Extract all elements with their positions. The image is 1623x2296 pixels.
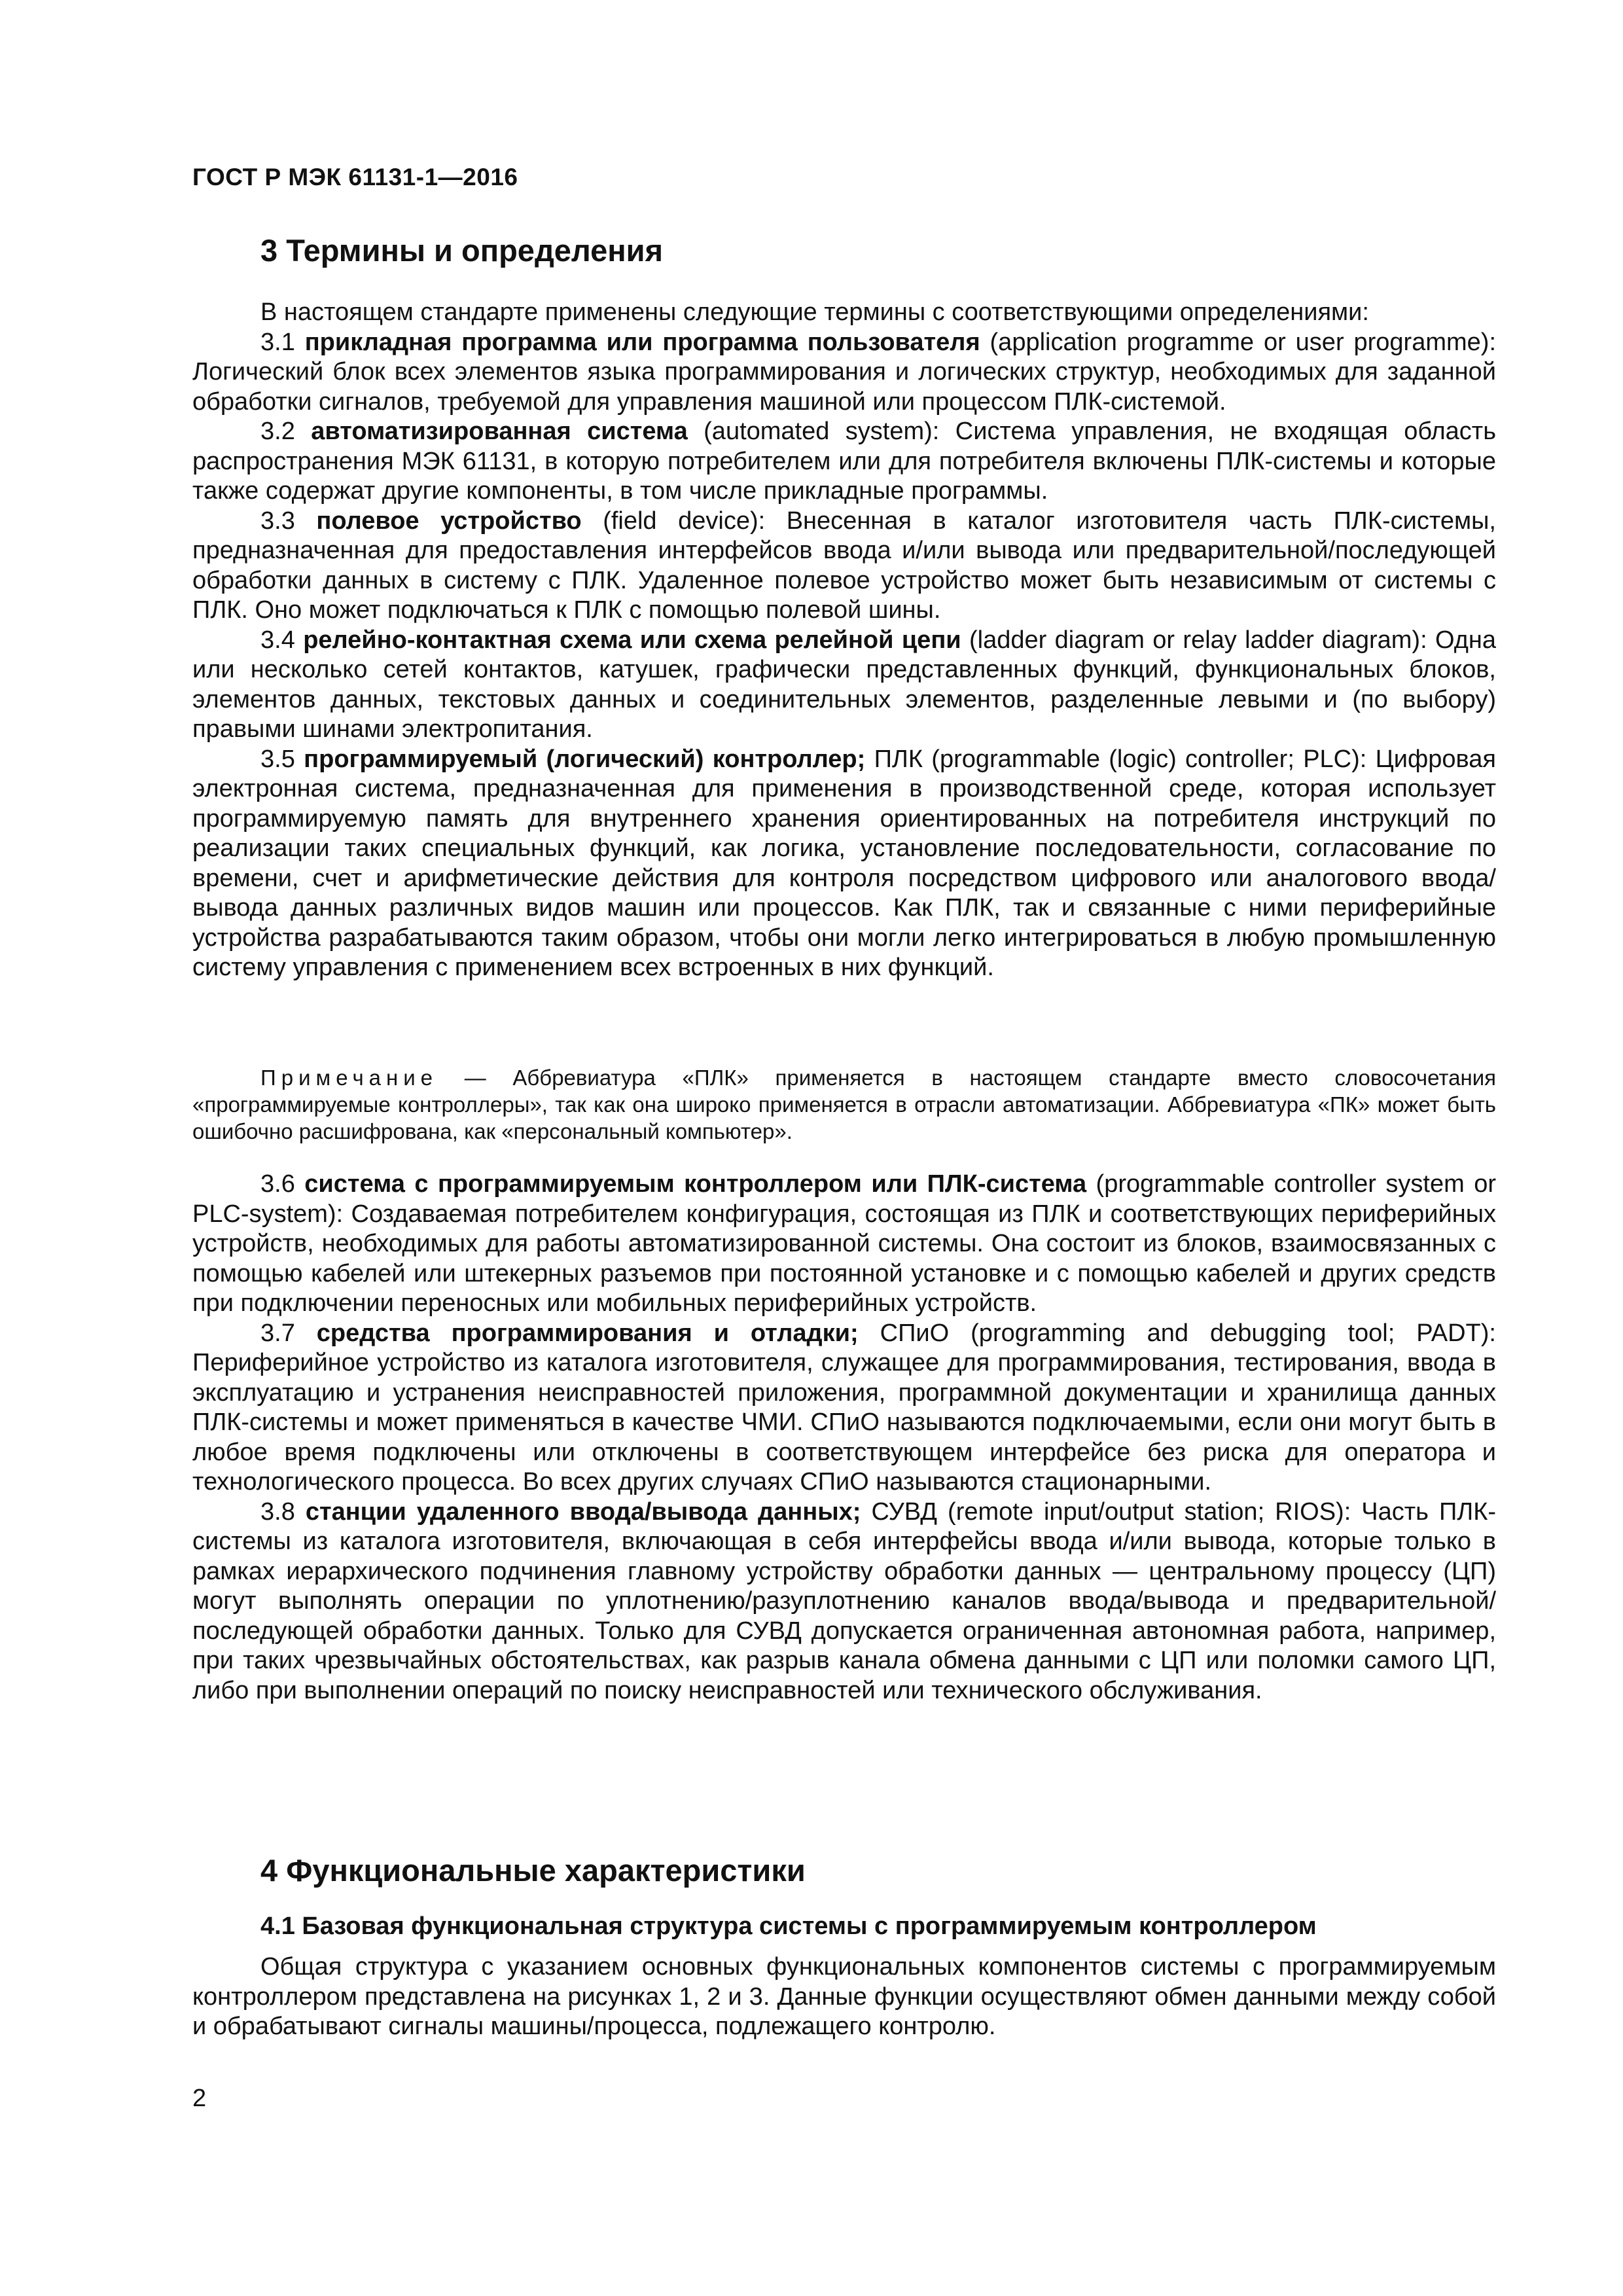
section-3-intro: В настоящем стандарте применены следующие термины с соответствующими определениями:	[260, 298, 1369, 326]
section-3-body-continued	[192, 1170, 1496, 1706]
term-number: 3.2	[260, 418, 312, 445]
term-3-1	[192, 328, 1496, 418]
subsection-4-1-text: Общая структура с указанием основных функциональных компонентов системы с программируемым контроллером представлена на рисунках 1, 2 и 3. Данные функции осуществляют обмен данными между собой и обрабатывают сигналы машины/процесса, подлежащего контролю.	[192, 1953, 1496, 2040]
term-name: полевое устройство	[316, 507, 582, 535]
term-definition: СПиО (programming and debugging tool; PADT): Периферийное устройство из каталога изготовителя, служащее для программирования, тестирования, ввода в эксплуатацию и устранения неисправностей приложения, программной документации и хранилища данных ПЛК-системы и может применяться в качестве ЧМИ. СПиО называются подключаемыми, если они могут быть в любое время подключены или отключены в соответствующем интерфейсе без риска для оператора и технологического процесса. Во всех других случаях СПиО называются стационарными.	[192, 1319, 1496, 1496]
term-definition: ПЛК (programmable (logic) controller; PLC): Цифровая электронная система, предназначенная для применения в производственной среде, которая использует программируемую память для внутреннего хранения ориентированных на потребителя инструкций по реализации таких специальных функций, как логика, установление последовательности, согласование по времени, счет и арифметические действия для контроля посредством цифрового или аналогового ввода/вывода данных различных видов машин или процессов. Как ПЛК, так и связанные с ними периферийные устройства разрабатываются таким образом, чтобы они могли легко интегрироваться в любую промышленную систему управления с применением всех встроенных в них функций.	[192, 745, 1496, 981]
subsection-4-1-body	[192, 1952, 1496, 2042]
term-definition: СУВД (remote input/output station; RIOS): Часть ПЛК-системы из каталога изготовителя, включающая в себя интерфейсы ввода и/или вывода, которые только в рамках иерархического подчинения главному устройству обработки данных — центральному процессу (ЦП) могут выполнять операции по уплотнению/разуплотнению каналов ввода/вывода и предварительной/последующей обработки данных. Только для СУВД допускается ограниченная автономная работа, например, при таких чрезвычайных обстоятельствах, как разрыв канала обмена данными с ЦП или поломки самого ЦП, либо при выполнении операций по поиску неисправностей или технического обслуживания.	[192, 1498, 1496, 1704]
section-3-heading: 3 Термины и определения	[260, 233, 663, 268]
term-3-4	[192, 626, 1496, 745]
term-number: 3.8	[260, 1498, 306, 1526]
term-number: 3.6	[260, 1170, 305, 1198]
term-3-6	[192, 1170, 1496, 1319]
term-name: станции удаленного ввода/вывода данных;	[305, 1498, 861, 1526]
term-name: система с программируемым контроллером или ПЛК-система	[304, 1170, 1087, 1198]
term-number: 3.7	[260, 1319, 317, 1347]
term-definition: (automated system): Система управления, не входящая область распространения МЭК 61131, в которую потребителем или для потребителя включены ПЛК-системы и которые также содержат другие компоненты, в том числе прикладные программы.	[192, 418, 1496, 505]
term-3-5	[192, 745, 1496, 983]
term-3-8	[192, 1498, 1496, 1706]
term-name: средства программирования и отладки;	[316, 1319, 859, 1347]
page-number: 2	[192, 2085, 207, 2112]
term-name: автоматизированная система	[311, 418, 688, 445]
subsection-4-1-heading: 4.1 Базовая функциональная структура системы с программируемым контроллером	[260, 1912, 1317, 1940]
note-paragraph	[192, 1064, 1496, 1145]
term-3-2	[192, 417, 1496, 507]
term-3-7	[192, 1319, 1496, 1498]
term-3-3	[192, 507, 1496, 626]
note-block	[192, 1064, 1496, 1145]
term-definition: (programmable controller system or PLC-system): Создаваемая потребителем конфигурация, состоящая из ПЛК и соответствующих периферийных устройств, необходимых для работы автоматизированной системы. Она состоит из блоков, взаимосвязанных с помощью кабелей или штекерных разъемов при постоянной установке и с помощью кабелей и других средств при подключении переносных или мобильных периферийных устройств.	[192, 1170, 1496, 1317]
term-number: 3.3	[260, 507, 317, 535]
note-text: — Аббревиатура «ПЛК» применяется в настоящем стандарте вместо словосочетания «программируемые контроллеры», так как она широко применяется в отрасли автоматизации. Аббревиатура «ПК» может быть ошибочно расшифрована, как «персональный компьютер».	[192, 1066, 1496, 1143]
term-name: программируемый (логический) контроллер;	[304, 745, 866, 773]
term-number: 3.1	[260, 328, 305, 356]
term-definition: (field device): Внесенная в каталог изготовителя часть ПЛК-системы, предназначенная для предоставления интерфейсов ввода и/или вывода или предварительной/последующей обработки данных в систему с ПЛК. Удаленное полевое устройство может быть независимым от системы с ПЛК. Оно может подключаться к ПЛК с помощью полевой шины.	[192, 507, 1496, 624]
section-3-body	[192, 298, 1496, 983]
term-number: 3.5	[260, 745, 304, 773]
term-definition: (application programme or user programme): Логический блок всех элементов языка программирования и логических структур, необходимых для заданной обработки сигналов, требуемой для управления машиной или процессом ПЛК-системой.	[192, 328, 1496, 416]
term-number: 3.4	[260, 626, 304, 654]
term-name: релейно-контактная схема или схема релейной цепи	[303, 626, 961, 654]
document-header: ГОСТ Р МЭК 61131-1—2016	[192, 164, 518, 190]
term-name: прикладная программа или программа пользователя	[304, 328, 980, 356]
term-definition: (ladder diagram or relay ladder diagram): Одна или несколько сетей контактов, катушек, графически представленных функций, функциональных блоков, элементов данных, текстовых данных и соединительных элементов, разделенные левыми и (по выбору) правыми шинами электропитания.	[192, 626, 1496, 743]
section-4-heading: 4 Функциональные характеристики	[260, 1853, 806, 1888]
note-label: Примечание	[260, 1066, 438, 1090]
